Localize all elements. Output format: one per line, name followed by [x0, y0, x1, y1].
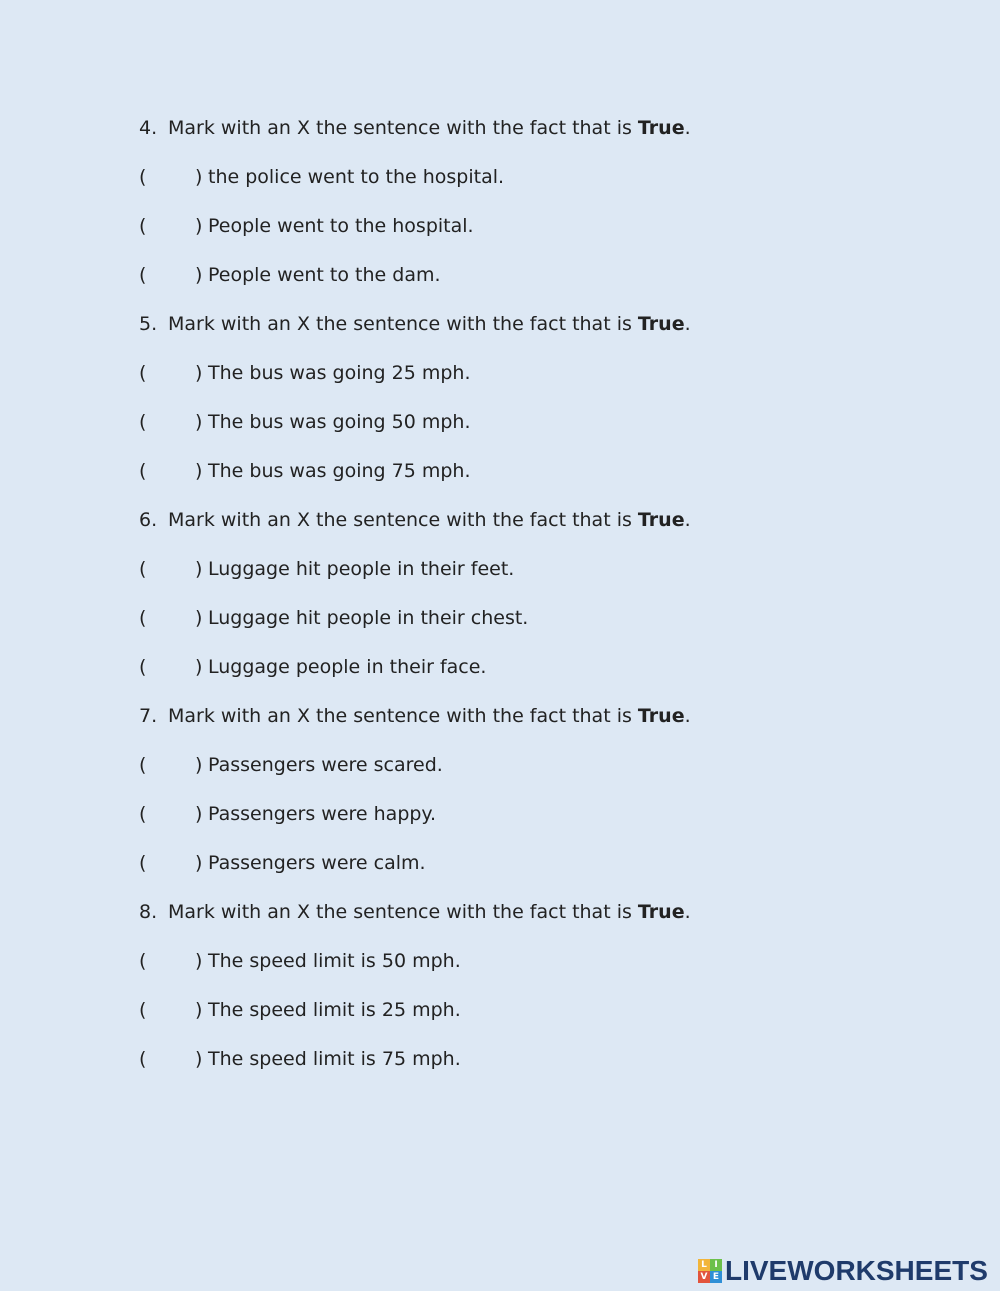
option-6c[interactable] — [139, 649, 899, 698]
question-number: 7. — [139, 705, 158, 727]
question-4 — [139, 110, 899, 159]
answer-box-open: ( — [139, 754, 147, 776]
answer-box-close: ) — [195, 656, 203, 678]
option-7a[interactable] — [139, 747, 899, 796]
option-8a[interactable] — [139, 943, 899, 992]
question-7 — [139, 698, 899, 747]
answer-box-open: ( — [139, 999, 147, 1021]
option-text: Passengers were calm. — [208, 852, 426, 874]
answer-box-open: ( — [139, 656, 147, 678]
question-number: 4. — [139, 117, 158, 139]
question-emphasis: True — [637, 901, 685, 923]
answer-box-close: ) — [195, 558, 203, 580]
answer-box-close: ) — [195, 1048, 203, 1070]
option-text: The bus was going 25 mph. — [208, 362, 471, 384]
answer-box-close: ) — [195, 999, 203, 1021]
answer-box-open: ( — [139, 803, 147, 825]
question-prompt: Mark with an X the sentence with the fact that is — [168, 117, 638, 139]
question-end: . — [684, 313, 691, 335]
answer-box-close: ) — [195, 754, 203, 776]
question-number: 8. — [139, 901, 158, 923]
option-text: The bus was going 75 mph. — [208, 460, 471, 482]
option-4c[interactable] — [139, 257, 899, 306]
option-text: The speed limit is 25 mph. — [208, 999, 461, 1021]
option-text: Luggage people in their face. — [208, 656, 487, 678]
question-emphasis: True — [637, 705, 685, 727]
logo-letter: V — [698, 1271, 710, 1283]
question-end: . — [684, 705, 691, 727]
answer-box-open: ( — [139, 166, 147, 188]
liveworksheets-logo-icon — [698, 1259, 722, 1283]
option-5a[interactable] — [139, 355, 899, 404]
answer-box-open: ( — [139, 362, 147, 384]
brand-name: LIVEWORKSHEETS — [725, 1255, 988, 1286]
option-text: Passengers were happy. — [208, 803, 437, 825]
question-prompt: Mark with an X the sentence with the fact that is — [168, 313, 638, 335]
question-number: 5. — [139, 313, 158, 335]
answer-box-open: ( — [139, 852, 147, 874]
question-prompt: Mark with an X the sentence with the fact that is — [168, 509, 638, 531]
option-4a[interactable] — [139, 159, 899, 208]
option-text: People went to the hospital. — [208, 215, 474, 237]
question-prompt: Mark with an X the sentence with the fact that is — [168, 901, 638, 923]
option-8c[interactable] — [139, 1041, 899, 1090]
logo-letter: L — [698, 1259, 710, 1271]
answer-box-close: ) — [195, 460, 203, 482]
question-end: . — [684, 901, 691, 923]
answer-box-close: ) — [195, 215, 203, 237]
option-text: Luggage hit people in their chest. — [208, 607, 529, 629]
option-text: People went to the dam. — [208, 264, 441, 286]
answer-box-open: ( — [139, 215, 147, 237]
answer-box-open: ( — [139, 607, 147, 629]
answer-box-close: ) — [195, 852, 203, 874]
option-text: The bus was going 50 mph. — [208, 411, 471, 433]
question-number: 6. — [139, 509, 158, 531]
question-emphasis: True — [637, 117, 685, 139]
answer-box-close: ) — [195, 607, 203, 629]
logo-letter: E — [710, 1271, 722, 1283]
question-emphasis: True — [637, 509, 685, 531]
answer-box-open: ( — [139, 1048, 147, 1070]
option-6b[interactable] — [139, 600, 899, 649]
option-text: The speed limit is 50 mph. — [208, 950, 461, 972]
option-text: The speed limit is 75 mph. — [208, 1048, 461, 1070]
answer-box-open: ( — [139, 411, 147, 433]
logo-letter: I — [710, 1259, 722, 1271]
answer-box-close: ) — [195, 411, 203, 433]
question-8 — [139, 894, 899, 943]
question-end: . — [684, 509, 691, 531]
option-7c[interactable] — [139, 845, 899, 894]
liveworksheets-brand[interactable] — [698, 1256, 988, 1286]
question-6 — [139, 502, 899, 551]
option-text: Luggage hit people in their feet. — [208, 558, 515, 580]
answer-box-close: ) — [195, 264, 203, 286]
question-end: . — [684, 117, 691, 139]
question-5 — [139, 306, 899, 355]
option-5c[interactable] — [139, 453, 899, 502]
answer-box-close: ) — [195, 166, 203, 188]
worksheet — [139, 110, 899, 1090]
option-7b[interactable] — [139, 796, 899, 845]
option-text: Passengers were scared. — [208, 754, 443, 776]
answer-box-open: ( — [139, 558, 147, 580]
answer-box-open: ( — [139, 950, 147, 972]
option-5b[interactable] — [139, 404, 899, 453]
question-prompt: Mark with an X the sentence with the fact that is — [168, 705, 638, 727]
option-4b[interactable] — [139, 208, 899, 257]
answer-box-open: ( — [139, 460, 147, 482]
answer-box-close: ) — [195, 362, 203, 384]
option-8b[interactable] — [139, 992, 899, 1041]
answer-box-open: ( — [139, 264, 147, 286]
option-text: the police went to the hospital. — [208, 166, 505, 188]
option-6a[interactable] — [139, 551, 899, 600]
answer-box-close: ) — [195, 950, 203, 972]
answer-box-close: ) — [195, 803, 203, 825]
question-emphasis: True — [637, 313, 685, 335]
